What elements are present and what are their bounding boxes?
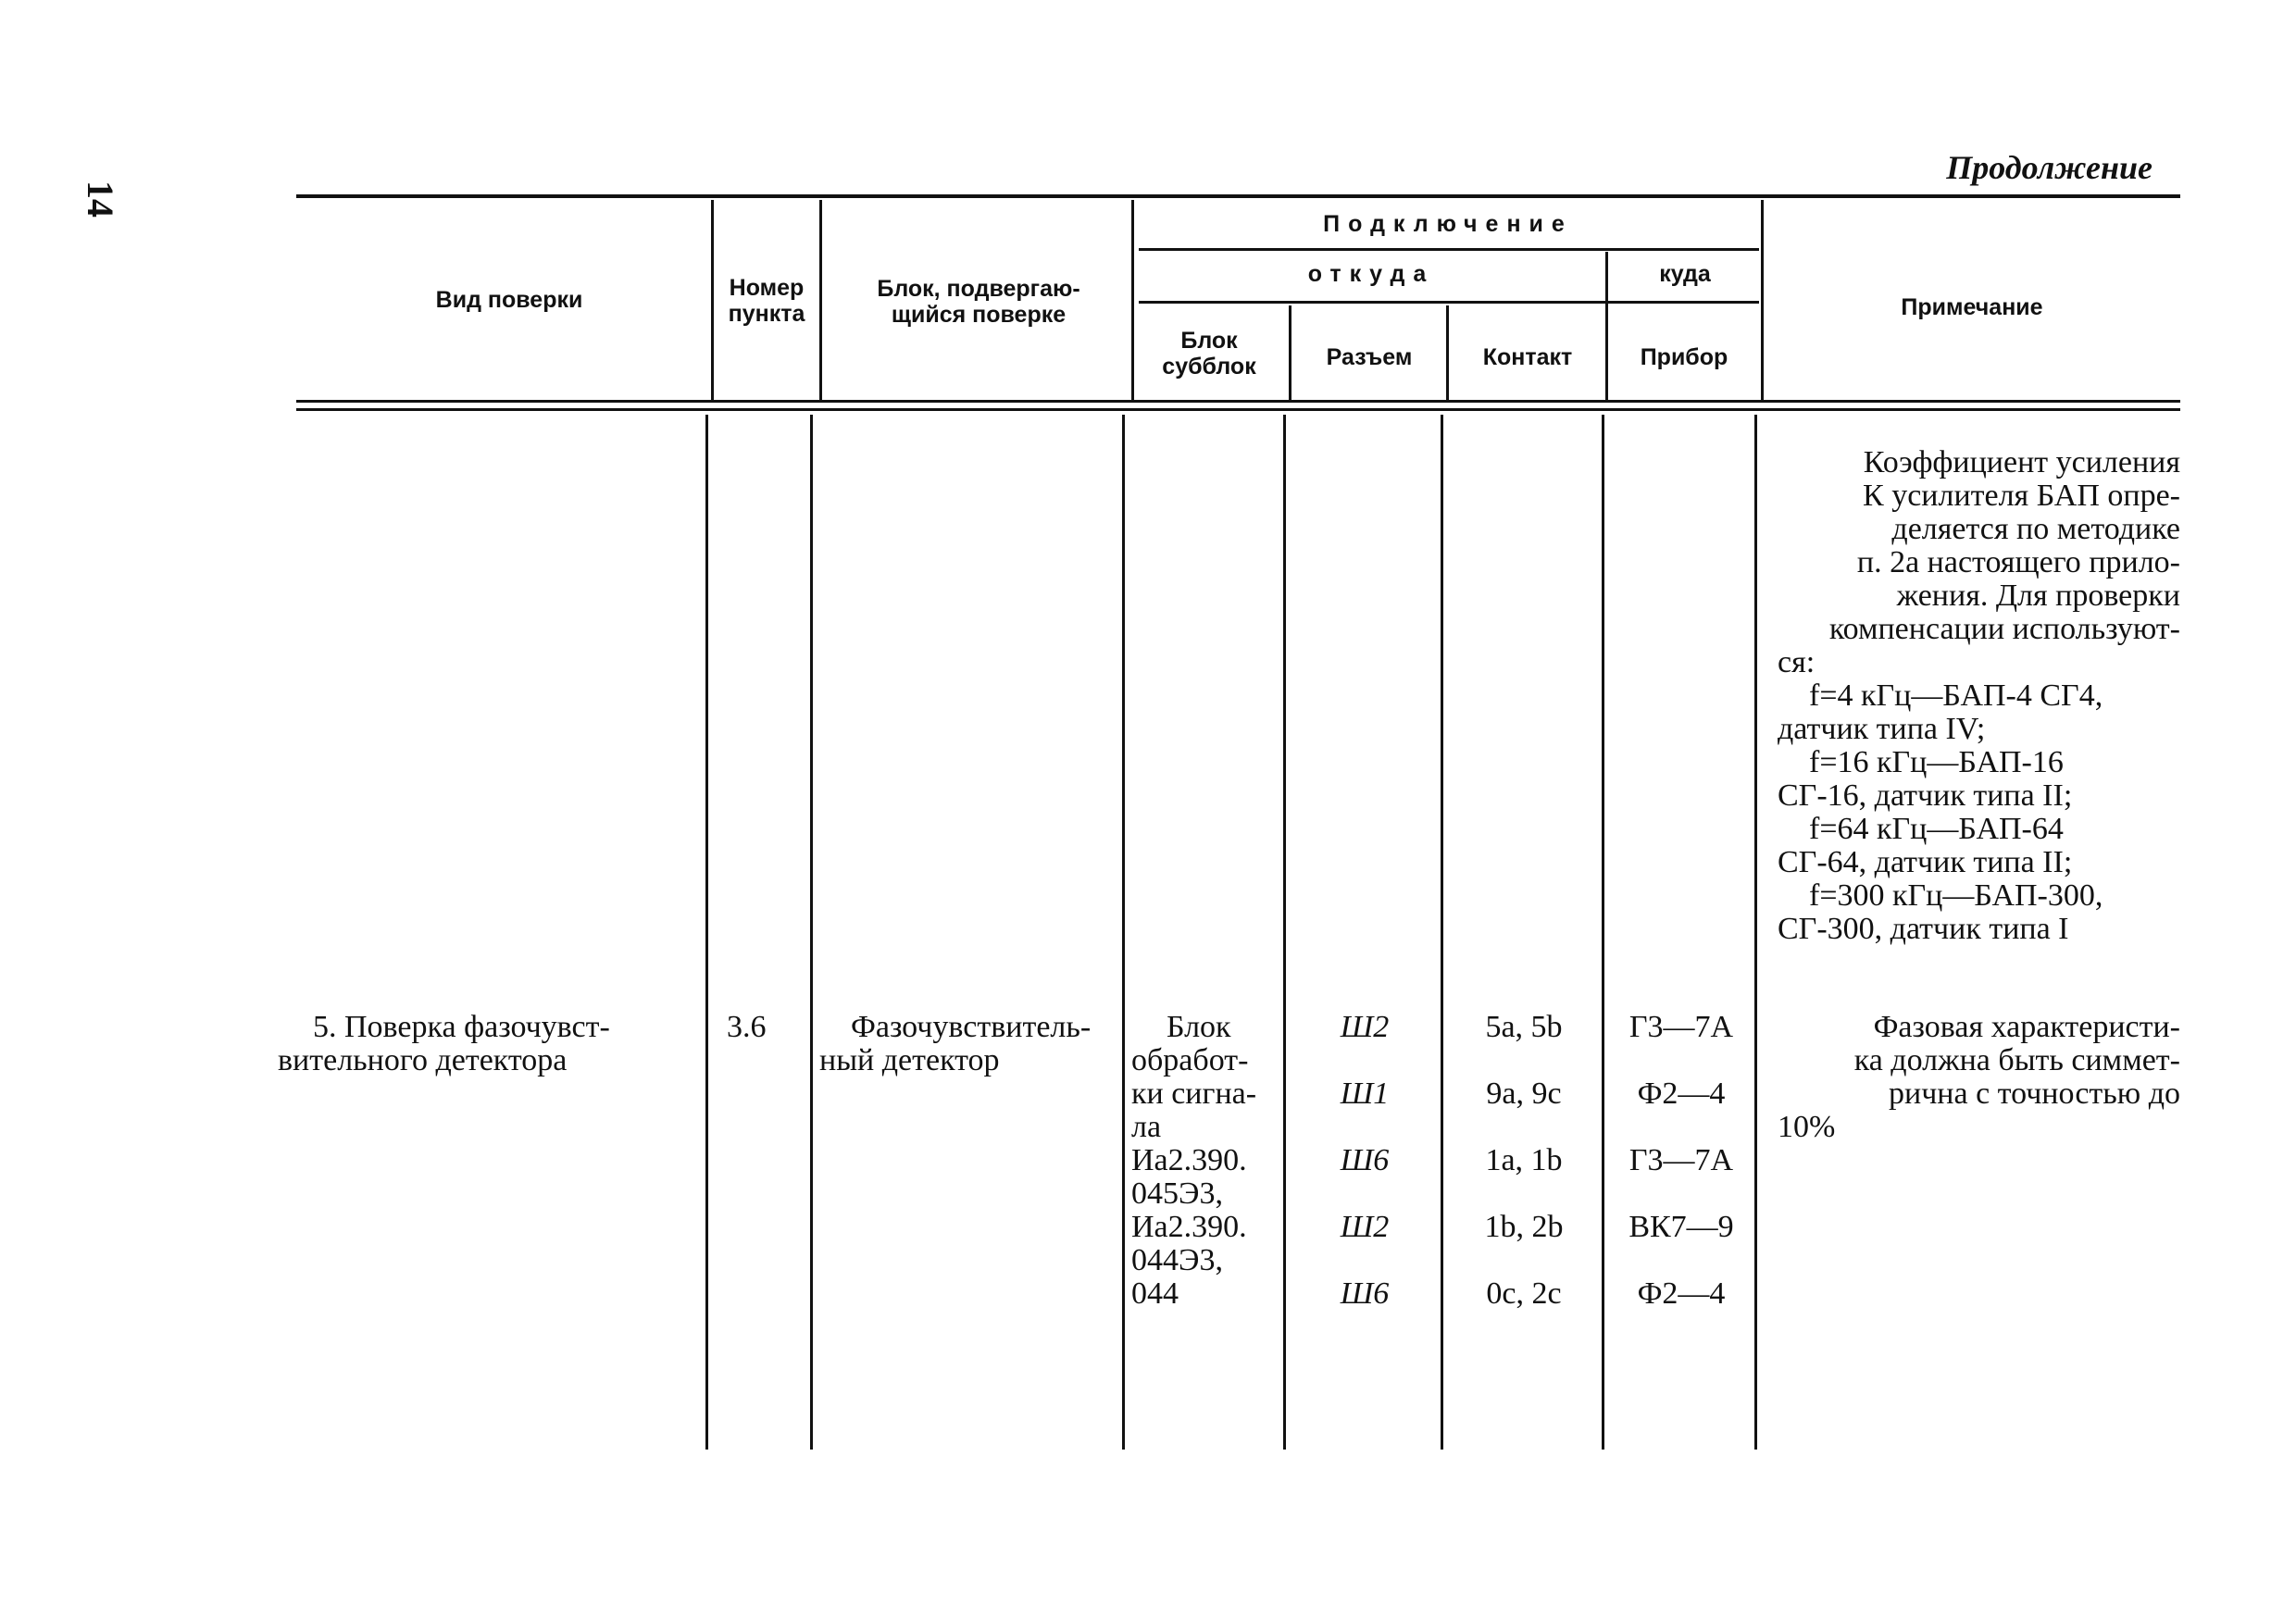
note-line: f=300 кГц—БАП-300, <box>1809 878 2103 913</box>
subblock-line: Блок <box>1167 1010 1231 1044</box>
note-line: f=64 кГц—БАП-64 <box>1809 812 2064 846</box>
contact-cell <box>1446 1011 1602 1344</box>
connector-value: Ш6 <box>1340 1143 1390 1177</box>
upper-note <box>1778 446 2180 946</box>
continuation-label: Продолжение <box>1946 149 2152 186</box>
note-line: жения. Для проверки <box>1896 579 2180 613</box>
header-device: Прибор <box>1640 344 1728 370</box>
contact-value: 5a, 5b <box>1485 1010 1563 1044</box>
item-number-cell: 3.6 <box>727 1010 767 1044</box>
device-value: Г3—7А <box>1628 1010 1734 1044</box>
check-type-line: 5. Поверка фазочувст- <box>313 1010 610 1044</box>
subblock-line: Иа2.390. <box>1131 1210 1247 1244</box>
device-value: Ф2—4 <box>1637 1276 1726 1311</box>
subblock-line: ки сигна- <box>1131 1077 1257 1111</box>
header-vline <box>1289 305 1292 400</box>
note-line: f=16 кГц—БАП-16 <box>1809 745 2064 779</box>
connection-rule <box>1139 248 1759 251</box>
note-line: датчик типа IV; <box>1778 712 1986 746</box>
block-cell <box>819 1011 1120 1077</box>
connector-cell <box>1289 1011 1441 1344</box>
device-value: ВК7—9 <box>1628 1210 1734 1244</box>
body-vline <box>810 415 813 1450</box>
note-line: ся: <box>1778 645 1816 679</box>
header-contact: Контакт <box>1482 344 1573 370</box>
header-block-subblock: Блок субблок <box>1162 328 1256 380</box>
device-value: Ф2—4 <box>1637 1077 1726 1111</box>
note-line: Коэффициент усиления <box>1863 445 2180 479</box>
subblock-line: обработ- <box>1131 1043 1249 1077</box>
subblock-line: 044Э3, <box>1131 1243 1223 1277</box>
check-type-line: вительного детектора <box>278 1043 568 1077</box>
header-from: откуда <box>1307 261 1435 287</box>
header-note: Примечание <box>1901 294 2043 320</box>
device-cell <box>1607 1011 1755 1344</box>
contact-value: 9a, 9c <box>1486 1077 1562 1111</box>
connector-value: Ш2 <box>1340 1210 1390 1244</box>
table-top-rule <box>296 194 2180 198</box>
header-item-number: Номер пункта <box>728 275 805 327</box>
subblock-line: ла <box>1131 1110 1162 1144</box>
device-value: Г3—7А <box>1628 1143 1734 1177</box>
body-vline <box>1283 415 1286 1450</box>
subblock-line: 045Э3, <box>1131 1176 1223 1211</box>
body-vline <box>705 415 708 1450</box>
header-vline <box>1131 200 1134 400</box>
connector-value: Ш6 <box>1340 1276 1390 1311</box>
body-vline <box>1602 415 1604 1450</box>
header-to: куда <box>1659 261 1711 287</box>
contact-value: 0c, 2c <box>1486 1276 1562 1311</box>
block-line: Фазочувствитель- <box>851 1010 1092 1044</box>
block-subblock-cell <box>1131 1011 1279 1311</box>
note-line: СГ-300, датчик типа I <box>1778 912 2069 946</box>
connector-value: Ш1 <box>1340 1077 1390 1111</box>
contact-value: 1b, 2b <box>1484 1210 1564 1244</box>
header-vline <box>1446 305 1449 400</box>
note-line: деляется по методике <box>1891 512 2180 546</box>
note-line: Фазовая характеристи- <box>1873 1010 2180 1044</box>
from-to-rule <box>1139 301 1759 304</box>
check-type-cell <box>278 1011 694 1077</box>
header-bottom-rule-2 <box>296 408 2180 411</box>
note-line: ка должна быть симмет- <box>1853 1043 2180 1077</box>
note-line: f=4 кГц—БАП-4 СГ4, <box>1809 678 2103 713</box>
note-line: п. 2а настоящего прило- <box>1856 545 2180 579</box>
subblock-line: Иа2.390. <box>1131 1143 1247 1177</box>
note-cell <box>1778 1011 2180 1144</box>
page-number: 14 <box>80 180 121 218</box>
header-vline <box>1761 200 1764 400</box>
note-line: компенсации используют- <box>1828 612 2180 646</box>
body-vline <box>1122 415 1125 1450</box>
note-line: 10% <box>1778 1110 1836 1144</box>
header-vline <box>1605 252 1608 400</box>
header-bottom-rule <box>296 400 2180 403</box>
connector-value: Ш2 <box>1340 1010 1390 1044</box>
note-line: СГ-64, датчик типа II; <box>1778 845 2073 879</box>
header-connection: Подключение <box>1323 211 1573 237</box>
note-line: К усилителя БАП опре- <box>1863 479 2180 513</box>
header-connector: Разъем <box>1326 344 1413 370</box>
block-line: ный детектор <box>819 1043 1000 1077</box>
contact-value: 1a, 1b <box>1485 1143 1563 1177</box>
note-line: СГ-16, датчик типа II; <box>1778 778 2073 813</box>
header-check-type: Вид поверки <box>435 287 583 313</box>
header-vline <box>711 200 714 400</box>
note-line: рична с точностью до <box>1889 1077 2180 1111</box>
header-block: Блок, подвергаю- щийся поверке <box>877 276 1080 328</box>
header-vline <box>819 200 822 400</box>
subblock-line: 044 <box>1131 1276 1179 1311</box>
body-vline <box>1441 415 1443 1450</box>
